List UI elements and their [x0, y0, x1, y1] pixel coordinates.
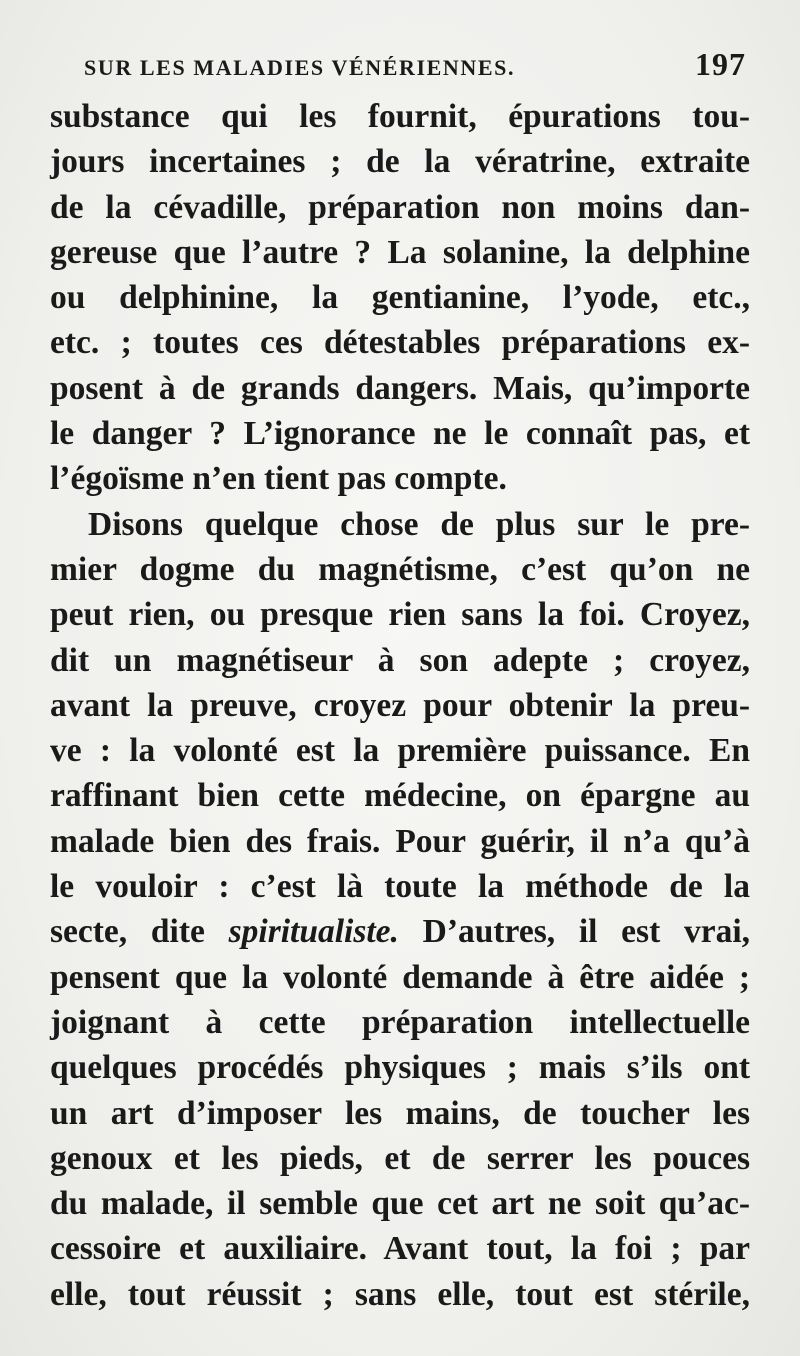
text-line: pensent que la volonté demande à être aidée ;	[50, 958, 750, 996]
text-line: posent à de grands dangers. Mais, qu’importe	[50, 369, 750, 407]
italic-term: spiritualiste.	[228, 913, 399, 951]
text-line: peut rien, ou presque rien sans la foi. Croyez,	[50, 596, 750, 634]
line-suffix: D’autres, il est vrai,	[422, 913, 751, 951]
text-line: ou delphinine, la gentianine, l’yode, etc.,	[50, 279, 750, 317]
running-title: SUR LES MALADIES VÉNÉRIENNES.	[84, 55, 516, 80]
text-line: gereuse que l’autre ? La solanine, la delphine	[50, 233, 750, 271]
page-number: 197	[695, 46, 746, 82]
body-text	[50, 94, 750, 1317]
text-line: etc. ; toutes ces détestables préparations ex-	[50, 324, 750, 362]
text-line: cessoire et auxiliaire. Avant tout, la foi ; par	[50, 1230, 750, 1268]
text-line: un art d’imposer les mains, de toucher les	[50, 1094, 750, 1132]
text-line: avant la preuve, croyez pour obtenir la preu-	[50, 686, 750, 724]
text-line: dit un magnétiseur à son adepte ; croyez,	[50, 641, 750, 679]
text-line: genoux et les pieds, et de serrer les pouces	[50, 1139, 750, 1177]
text-line-with-italic	[50, 909, 750, 954]
text-line: de la cévadille, préparation non moins dan-	[50, 188, 750, 226]
line-prefix: secte, dite	[50, 913, 229, 951]
text-line: jours incertaines ; de la vératrine, extraite	[50, 143, 750, 181]
paragraph-end-line: l’égoïsme n’en tient pas compte.	[50, 460, 507, 498]
text-line: quelques procédés physiques ; mais s’ils ont	[50, 1049, 750, 1087]
text-line: substance qui les fournit, épurations tou-	[50, 98, 750, 135]
text-line: ve : la volonté est la première puissance. En	[50, 732, 750, 770]
text-line: raffinant bien cette médecine, on épargne au	[50, 777, 750, 815]
text-line: le vouloir : c’est là toute la méthode de la	[50, 868, 750, 906]
text-line: du malade, il semble que cet art ne soit qu’ac-	[50, 1185, 750, 1223]
text-line: joignant à cette préparation intellectuelle	[50, 1003, 750, 1041]
running-head	[84, 46, 746, 83]
paragraph-start-line: Disons quelque chose de plus sur le pre-	[88, 505, 750, 543]
text-line: elle, tout réussit ; sans elle, tout est stérile,	[50, 1275, 750, 1313]
text-line: malade bien des frais. Pour guérir, il n’a qu’à	[50, 822, 750, 860]
text-line: mier dogme du magnétisme, c’est qu’on ne	[50, 550, 750, 588]
text-line: le danger ? L’ignorance ne le connaît pas, et	[50, 415, 750, 453]
